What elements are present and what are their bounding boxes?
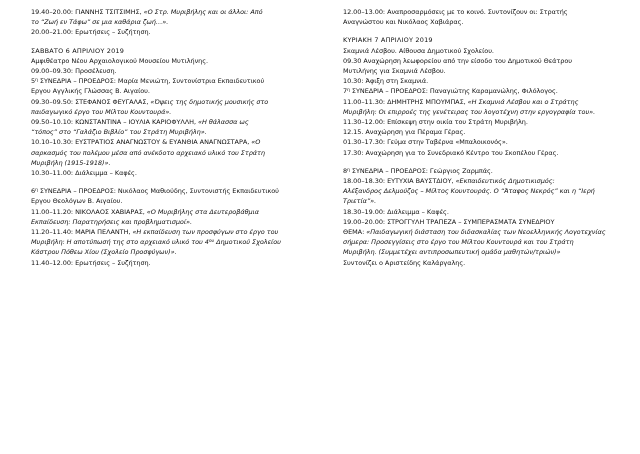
break-line: 10.30–11.00: Διάλειμμα – Καφές. xyxy=(31,169,137,178)
talk-boumpas: 11.00–11.30: ΔΗΜΗΤΡΗΣ ΜΠΟΥΜΠΑΣ, «Η Σκαμνιά Λέσβου και ο Στράτης xyxy=(343,97,579,106)
program-left-column xyxy=(31,7,323,268)
talk-pelanti-cont2: Κάστρου Πόθεω Χίου (Σχολείο Προσφύγων)». xyxy=(31,248,177,257)
venue-line: Αμφιθέατρο Νέου Αρχαιολογικού Μουσείου Μυτιλήνης. xyxy=(31,56,209,65)
session-6-heading: $6^\eta$ ΣΥΝΕΔΡΙΑ – ΠΡΟΕΔΡΟΣ: Νικόλαος Μαθιούδης, Συντονιστής Εκπαιδευτικού xyxy=(31,187,279,196)
talk-feugalas-cont: παιδαγωγικό έργο του Μίλτου Κουντουρά». xyxy=(31,107,172,116)
return-line: 17.30: Αναχώρηση για το Συνεδριακό Κέντρο του Σκοπέλου Γέρας. xyxy=(343,148,559,157)
talk-vaystdiou-cont2: Τριετία”». xyxy=(343,197,377,206)
talk-tsitsimis: 19.40–20.00: ΓΙΑΝΝΗΣ ΤΣΙΤΣΙΜΗΣ, «Ο Στρ. Μυριβήλης και οι άλλοι: Από xyxy=(31,8,263,16)
talk-chaviaras: 11.00–11.20: ΝΙΚΟΛΑΟΣ ΧΑΒΙΑΡΑΣ, «Ο Μυριβήλης στα Δευτεροβάθμια xyxy=(31,207,259,216)
arrival-line: 10.30: Άφιξη στη Σκαμνιά. xyxy=(343,77,429,86)
session-8-heading: $8^\eta$ ΣΥΝΕΔΡΙΑ – ΠΡΟΕΔΡΟΣ: Γεώργιος Ζαρμπάς. xyxy=(343,166,493,175)
break-line-sunday: 18.30–19.00: Διάλειμμα – Καφές. xyxy=(343,207,449,216)
session-5-heading-cont: Εργου Αγγλικής Γλώσσας Β. Αιγαίου. xyxy=(31,87,150,96)
discussion-line-2: 11.40–12.00: Ερωτήσεις – Συζήτηση. xyxy=(31,258,151,267)
bus-departure-line: 09.30 Αναχώρηση λεωφορείου από την είσοδο του Δημοτικού Θεάτρου xyxy=(343,56,572,65)
public-session-line: 12.00–13.00: Αναπροσαρμόσεις με το κοινό. Συντονίζουν οι: Στρατής xyxy=(343,8,568,16)
departure-gera-line: 12.15. Αναχώρηση για Πέραμα Γέρας. xyxy=(343,128,466,137)
discussion-line: 20.00–21.00: Ερωτήσεις – Συζήτηση. xyxy=(31,28,151,37)
session-6-heading-cont: Εργου Θεολόγων Β. Αιγαίου. xyxy=(31,197,123,206)
day-heading-saturday: ΣΑΒΒΑΤΟ 6 ΑΠΡΙΛΙΟΥ 2019 xyxy=(31,46,125,55)
talk-kariofylli-cont: “τόπος” στο “Γαλάζιο Βιβλίο” του Στράτη Μυριβήλη». xyxy=(31,128,207,137)
registration-line: 09.00–09.30: Προσέλευση. xyxy=(31,67,117,76)
theme-line-cont2: Μυριβήλη. (Συμμετέχει αντιπροσωπευτική ομάδα μαθητών/τριών)» xyxy=(343,248,561,257)
talk-chaviaras-cont: Εκπαίδευση: Παρατηρήσεις και προβληματισμοί». xyxy=(31,217,192,226)
coordinator-line: Συντονίζει ο Αριστείδης Καλάργαλης. xyxy=(343,258,466,267)
public-session-line-cont: Αναγνώστου και Νικόλαος Χαβιάρας. xyxy=(343,18,464,27)
theme-line: ΘΕΜΑ: «Παιδαγωγική διάσταση του διδασκαλίας των Νεοελληνικής Λογοτεχνίας xyxy=(343,228,606,237)
session-5-heading: $5^\eta$ ΣΥΝΕΔΡΙΑ – ΠΡΟΕΔΡΟΣ: Μαρία Μενιώτη, Συντονίστρια Εκπαιδευτικού xyxy=(31,77,265,86)
talk-anagnostou-cont2: Μυριβήλη (1915-1918)». xyxy=(31,158,111,167)
talk-pelanti: 11.20–11.40: ΜΑΡΙΑ ΠΕΛΑΝΤΗ, «Η εκπαίδευση των προσφύγων στο έργο του xyxy=(31,228,279,237)
theme-line-cont: σήμερα: Προσεγγίσεις στο έργο του Μίλτου Κουντουρά και του Στράτη xyxy=(343,238,574,247)
talk-anagnostou-cont: σαρκασμός του πολέμου μέσα από ανέκδοτο αρχειακό υλικό του Στράτη xyxy=(31,148,265,157)
talk-kariofylli: 09.50–10.10: ΚΩΝΣΤΑΝΤΙΝΑ – ΙΟΥΛΙΑ ΚΑΡΙΟΦΥΛΛΗ, «Η θάλασσα ως xyxy=(31,118,249,127)
program-right-column xyxy=(343,7,627,268)
day-heading-sunday: ΚΥΡΙΑΚΗ 7 ΑΠΡΙΛΙΟΥ 2019 xyxy=(343,36,433,45)
talk-feugalas: 09.30–09.50: ΣΤΕΦΑΝΟΣ ΦΕΥΓΑΛΑΣ, «Όψεις της δημοτικής μουσικής στο xyxy=(31,97,269,106)
talk-vaystdiou-cont: Αλέξανδρος Δελμούζος – Μίλτος Κουντουράς. Ο “Άταφος Νεκρός” και η “Ιερή xyxy=(343,187,595,196)
lunch-line: 01.30–17.30: Γεύμα στην Ταβέρνα «Μπαλοικονός». xyxy=(343,138,508,147)
session-7-heading: $7^\eta$ ΣΥΝΕΔΡΙΑ – ΠΡΟΕΔΡΟΣ: Παναγιώτης Καραμανώλης, Φιλόλογος. xyxy=(343,87,558,96)
talk-anagnostou: 10.10–10.30: ΕΥΣΤΡΑΤΙΟΣ ΑΝΑΓΝΩΣΤΟΥ & ΕΥΑΝΘΙΑ ΑΝΑΓΝΩΣΤΑΡΑ, «Ο xyxy=(31,138,261,147)
round-table-line: 19.00–20.00: ΣΤΡΟΓΓΥΛΗ ΤΡΑΠΕΖΑ – ΣΥΜΠΕΡΑΣΜΑΤΑ ΣΥΝΕΔΡΙΟΥ xyxy=(343,217,555,226)
talk-vaystdiou: 18.00–18.30: ΕΥΤΥΧΙΑ ΒΑΥΣΤΔΙΟΥ, «Εκπαιδευτικός Δημοτικισμός: xyxy=(343,177,555,186)
bus-departure-line-cont: Μυτιλήνης για Σκαμνιά Λέσβου. xyxy=(343,67,446,76)
talk-pelanti-cont: Μυριβήλη: Η αποτύπωσή της στο αρχειακό υλικό του $4^{o\upsilon}$ Δημοτικού Σχολείου xyxy=(31,238,281,247)
venue-line-sunday: Σκαμνιά Λέσβου. Αίθουσα Δημοτικού Σχολείου. xyxy=(343,46,494,55)
talk-boumpas-cont: Μυριβήλη: Οι επιρροές της γενέτειρας του λογοτέχνη στην εργογραφία του». xyxy=(343,107,596,116)
talk-tsitsimis-title-cont: το “Ζωή εν Τάφω” σε μια καθάρια ζωή…». xyxy=(31,18,169,27)
house-visit-line: 11.30–12.00: Επίσκεψη στην οικία του Στράτη Μυριβήλη. xyxy=(343,118,528,127)
